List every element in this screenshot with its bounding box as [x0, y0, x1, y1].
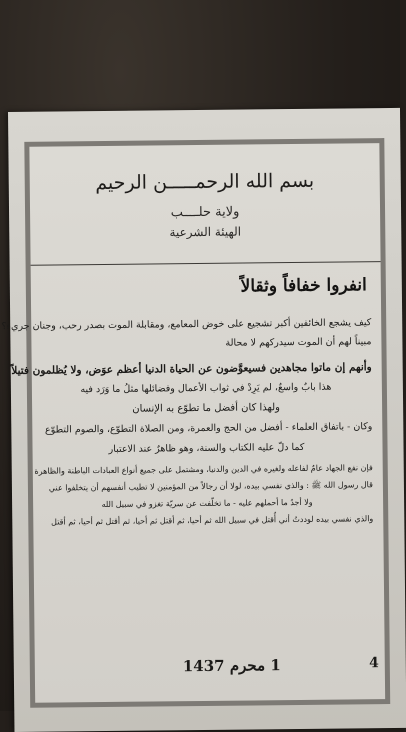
article-title: انفروا خفافاً وثقالاً	[240, 275, 367, 297]
province-name: ولاية حلــــب	[170, 204, 240, 221]
page-frame	[1, 138, 390, 708]
body-line: هذا بابٌ واسعٌ، لم يَرِدْ في ثواب الأعمال وفضائلها مثلُ ما وَرَد فيه	[80, 381, 332, 396]
body-line: وكان - باتفاق العلماء - أفضل من الحج والعمرة، ومن الصلاة التطوّع، والصوم التطوّع	[44, 421, 373, 436]
body-line: كيف يشجع الخائفين أكبر تشجيع على خوض المعامع، ومقابلة الموت بصدر رحب، وجنان جريء؟	[1, 317, 372, 333]
body-line: وأنهم إن ماتوا مجاهدين فسيعوَّضون عن الحياة الدنيا أعظم عوَض، ولا يُظلمون فتيلاً	[11, 361, 372, 377]
header-divider	[31, 261, 381, 266]
issue-date: 1 محرم 1437	[182, 656, 281, 676]
body-line: كما دلّ عليه الكتاب والسنة، وهو ظاهرٌ عند الاعتبار	[108, 441, 305, 455]
document-header	[29, 143, 380, 269]
body-line: والذي نفسي بيده لوددتُ أني أُقتل في سبيل الله ثم أحيا، ثم أقتل ثم أحيا، ثم أقتل ثم أحيا، ثم أقتل	[51, 514, 374, 527]
body-line: ولا أجدُ ما أحملهم عليه - ما تخلّفت عن سريّة تغزو في سبيل الله	[101, 497, 313, 510]
authority-name: الهيئة الشرعية	[169, 224, 242, 240]
article-body	[1, 313, 374, 530]
basmala-heading: بسم الله الرحمـــــن الرحيم	[95, 169, 315, 195]
page-number: 4	[368, 655, 379, 672]
body-line: قال رسول الله ﷺ : والذي نفسي بيده، لولا أن رجالاً من المؤمنين لا تطيب أنفسهم أن يتخلفوا عني	[48, 480, 373, 493]
body-line: ولهذا كان أفضل ما تطوّع به الإنسان	[132, 402, 281, 415]
paper-sheet	[1, 108, 406, 732]
body-line: مبيناً لهم أن الموت سيدركهم لا محالة	[225, 336, 372, 349]
body-line: فإن نفع الجهاد عامٌ لفاعله ولغيره في الدين والدنيا، ومشتمل على جميع أنواع العبادات الباطنة والظاهرة	[34, 463, 373, 476]
